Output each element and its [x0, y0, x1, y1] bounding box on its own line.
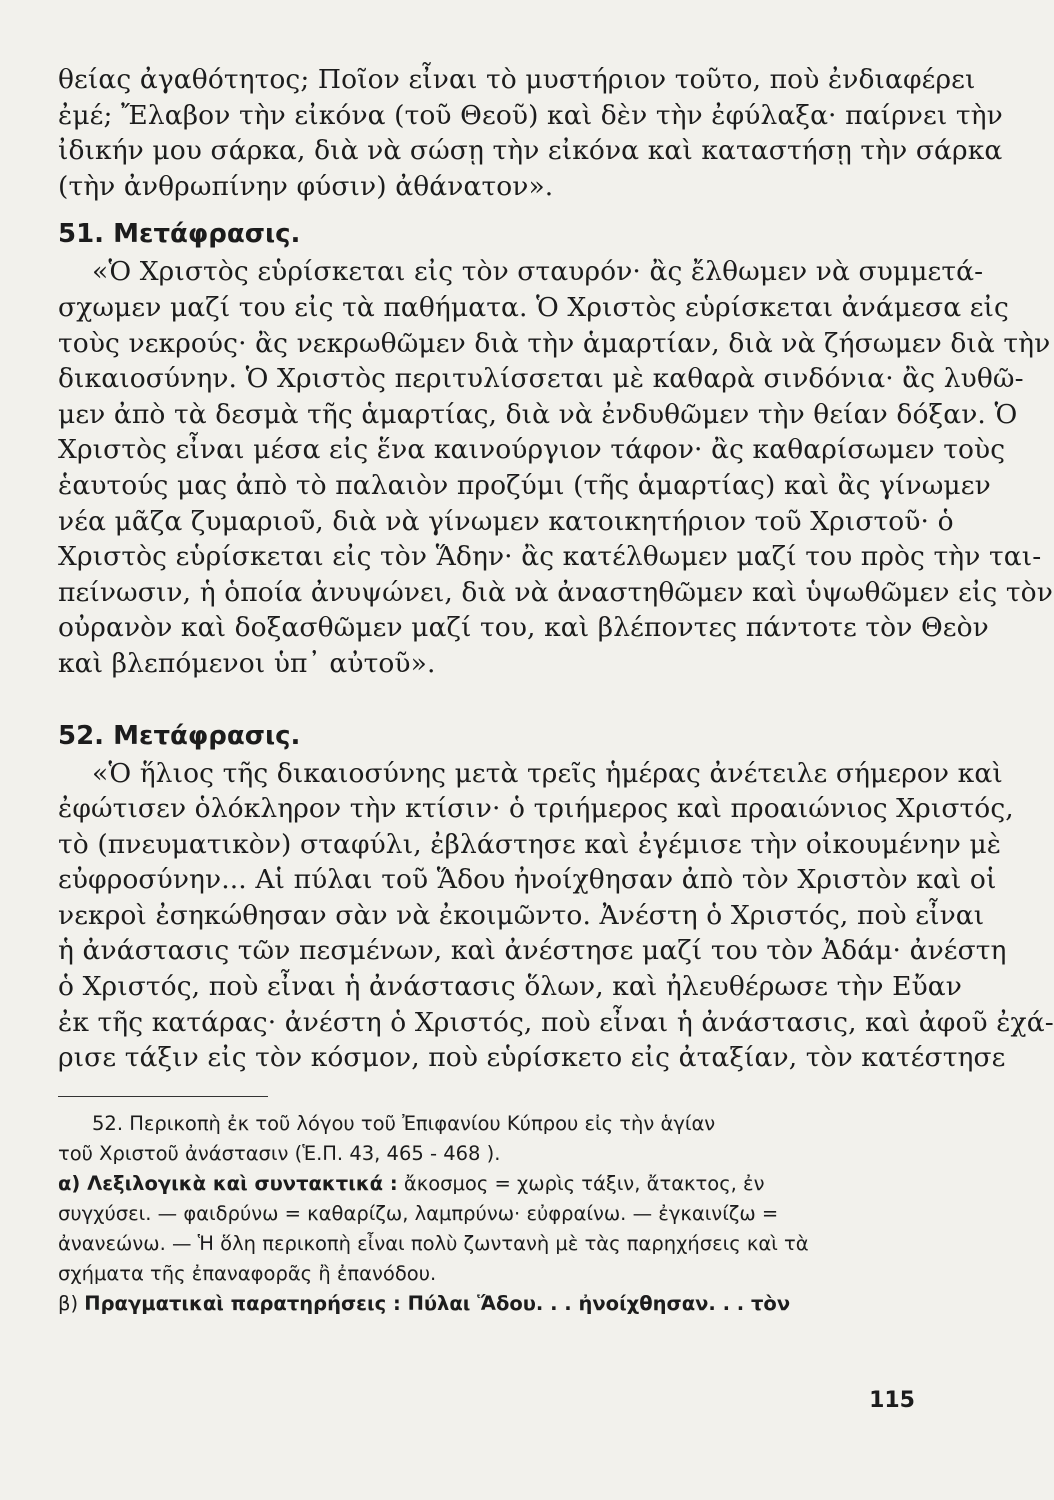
text-line: ἑαυτούς μας ἀπὸ τὸ παλαιὸν προζύμι (τῆς ἁμαρτίας) καὶ ἂς γίνωμεν — [58, 469, 991, 501]
text-line: καὶ βλεπόμενοι ὑπ᾽ αὐτοῦ». — [58, 647, 436, 679]
text-line: ἐκ τῆς κατάρας· ἀνέστη ὁ Χριστός, ποὺ εἶναι ἡ ἀνάστασις, καὶ ἀφοῦ ἐχά- — [58, 1006, 1054, 1038]
section-heading: 52. Μετάφρασις. — [58, 720, 301, 751]
text-line: (τὴν ἀνθρωπίνην φύσιν) ἀθάνατον». — [58, 170, 554, 202]
text-line: πείνωσιν, ἡ ὁποία ἀνυψώνει, διὰ νὰ ἀναστηθῶμεν καὶ ὑψωθῶμεν εἰς τὸν — [58, 576, 1053, 608]
footnote-line: συγχύσει. — φαιδρύνω = καθαρίζω, λαμπρύνω· εὐφραίνω. — ἐγκαινίζω = — [58, 1201, 779, 1225]
text-line: ἐφώτισεν ὁλόκληρον τὴν κτίσιν· ὁ τριήμερος καὶ προαιώνιος Χριστός, — [58, 793, 1014, 825]
text-line: «Ὁ ἥλιος τῆς δικαιοσύνης μετὰ τρεῖς ἡμέρας ἀνέτειλε σήμερον καὶ — [92, 757, 1003, 789]
text-line: ἡ ἀνάστασις τῶν πεσμένων, καὶ ἀνέστησε μαζί του τὸν Ἀδάμ· ἀνέστη — [58, 935, 1007, 967]
text-line: ὁ Χριστός, ποὺ εἶναι ἡ ἀνάστασις ὅλων, καὶ ἠλευθέρωσε τὴν Εὔαν — [58, 971, 962, 1003]
footnote-line — [58, 1169, 917, 1199]
text-line: θείας ἀγαθότητος; Ποῖον εἶναι τὸ μυστήριον τοῦτο, ποὺ ἐνδιαφέρει — [58, 64, 976, 95]
text-line: νέα μᾶζα ζυμαριοῦ, διὰ νὰ γίνωμεν κατοικητήριον τοῦ Χριστοῦ· ὁ — [58, 505, 954, 537]
footnote-line: ἀνανεώνω. — Ἡ ὅλη περικοπὴ εἶναι πολὺ ζωντανὴ μὲ τὰς παρηχήσεις καὶ τὰ — [58, 1231, 809, 1255]
footnote-prefix: β) — [58, 1291, 79, 1315]
footnote-line: τοῦ Χριστοῦ ἀνάστασιν (Ἑ.Π. 43, 465 - 468 ). — [58, 1141, 501, 1165]
footnote-label: Πραγματικαὶ παρατηρήσεις : Πύλαι Ἅδου. . . ἠνοίχθησαν. . . τὸν — [84, 1291, 791, 1315]
text-line: ἐμέ; Ἔλαβον τὴν εἰκόνα (τοῦ Θεοῦ) καὶ δὲν τὴν ἐφύλαξα· παίρνει τὴν — [58, 99, 1003, 131]
footnote-text: ἄκοσμος = χωρὶς τάξιν, ἄτακτος, ἐν — [403, 1171, 765, 1195]
section-51 — [58, 216, 1053, 681]
text-line: τοὺς νεκρούς· ἂς νεκρωθῶμεν διὰ τὴν ἁμαρτίαν, διὰ νὰ ζήσωμεν διὰ τὴν — [58, 327, 1051, 359]
text-line: δικαιοσύνην. Ὁ Χριστὸς περιτυλίσσεται μὲ καθαρὰ σινδόνια· ἂς λυθῶ- — [58, 363, 1024, 395]
text-line: ἰδικήν μου σάρκα, διὰ νὰ σώσῃ τὴν εἰκόνα καὶ καταστήσῃ τὴν σάρκα — [58, 135, 1003, 167]
footnote-line: σχήματα τῆς ἐπαναφορᾶς ἢ ἐπανόδου. — [58, 1261, 437, 1285]
text-line: Χριστὸς εὑρίσκεται εἰς τὸν Ἅδην· ἂς κατέλθωμεν μαζί του πρὸς τὴν ται- — [58, 541, 1042, 573]
text-line: μεν ἀπὸ τὰ δεσμὰ τῆς ἁμαρτίας, διὰ νὰ ἐνδυθῶμεν τὴν θείαν δόξαν. Ὁ — [58, 398, 1018, 430]
footnote-divider — [58, 1096, 268, 1097]
text-line: τὸ (πνευματικὸν) σταφύλι, ἐβλάστησε καὶ ἐγέμισε τὴν οἰκουμένην μὲ — [58, 828, 1002, 860]
section-heading: 51. Μετάφρασις. — [58, 219, 301, 250]
footnote-line: 52. Περικοπὴ ἐκ τοῦ λόγου τοῦ Ἐπιφανίου Κύπρου εἰς τὴν ἁγίαν — [92, 1111, 716, 1135]
footnote-line — [58, 1289, 917, 1319]
text-line: σχωμεν μαζί του εἰς τὰ παθήματα. Ὁ Χριστὸς εὑρίσκεται ἀνάμεσα εἰς — [58, 291, 1009, 323]
text-line: ρισε τάξιν εἰς τὸν κόσμον, ποὺ εὑρίσκετο εἰς ἀταξίαν, τὸν κατέστησε — [58, 1042, 1006, 1074]
text-line: εὐφροσύνην... Αἱ πύλαι τοῦ Ἅδου ἠνοίχθησαν ἀπὸ τὸν Χριστὸν καὶ οἱ — [58, 864, 997, 896]
section-52 — [58, 718, 1054, 1076]
footnote-label: α) Λεξιλογικὰ καὶ συντακτικά : — [58, 1171, 398, 1195]
text-line: οὐρανὸν καὶ δοξασθῶμεν μαζί του, καὶ βλέποντες πάντοτε τὸν Θεὸν — [58, 612, 989, 644]
text-line: Χριστὸς εἶναι μέσα εἰς ἕνα καινούργιον τάφον· ἂς καθαρίσωμεν τοὺς — [58, 434, 1006, 466]
intro-paragraph — [58, 62, 1003, 204]
footnotes — [58, 1109, 917, 1319]
text-line: νεκροὶ ἐσηκώθησαν σὰν νὰ ἐκοιμῶντο. Ἀνέστη ὁ Χριστός, ποὺ εἶναι — [58, 899, 985, 931]
text-line: «Ὁ Χριστὸς εὑρίσκεται εἰς τὸν σταυρόν· ἂς ἔλθωμεν νὰ συμμετά- — [92, 256, 984, 288]
page-number: 115 — [869, 1388, 915, 1413]
